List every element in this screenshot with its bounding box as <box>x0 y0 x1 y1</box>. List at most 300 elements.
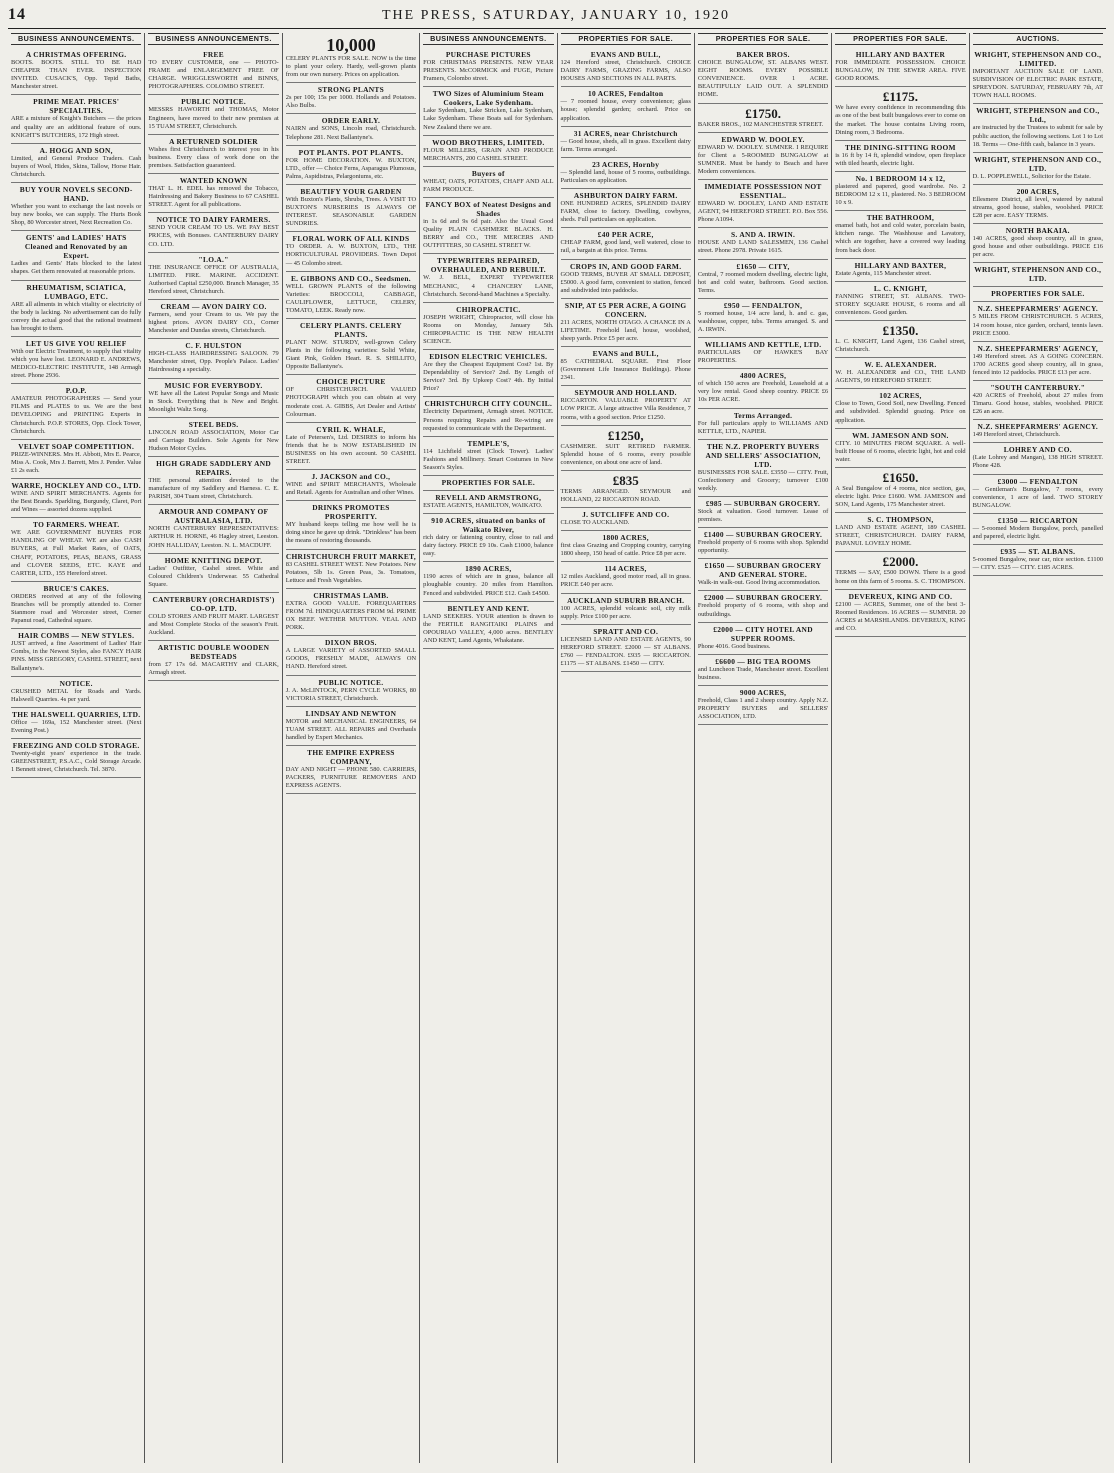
advertisement <box>835 468 965 513</box>
ad-body: Twenty-eight years' experience in the trade. GREENSTREET, P.S.A.C., Cold Storage Arcade. 1 Bennett street, Christchurch. Tel. 3870. <box>11 749 142 774</box>
ad-body: LINCOLN ROAD ASSOCIATION, Motor Car and Carriage Builders. Sole Agents for New Hudson Motor Cycles. <box>148 428 279 452</box>
ad-body: D. L. POPPLEWELL, Solicitor for the Estate. <box>972 172 1091 180</box>
ad-title: SPRATT AND CO. <box>593 626 659 636</box>
ad-title: S. AND A. IRWIN. <box>731 230 796 240</box>
advertisement <box>698 623 828 655</box>
advertisement <box>11 384 141 439</box>
advertisement <box>561 189 691 228</box>
ad-body: — 7 roomed house, every convenience; glass house; splendid garden; orchard. Price on application. <box>560 98 691 122</box>
ad-body: ARE all ailments in which vitality or electricity of the body is lacking. No advertisement can do fully convey the actual good that the rational treatment has brought to them. <box>11 300 142 332</box>
ad-body: TO EVERY CUSTOMER, one — PHOTO-FRAME and ENLARGEMENT FREE OF CHARGE. WRIGGLESWORTH and BINNS, PHOTOGRAPHERS. COLOMBO STREET. <box>148 59 279 91</box>
advertisement <box>423 303 553 350</box>
ad-title: £1175. <box>882 89 918 105</box>
ad-body: 5-roomed Bungalow, near car, nice section. £1100 — CITY. £525 — CITY. £185 ACRES. <box>972 556 1103 572</box>
advertisement <box>561 426 691 471</box>
ad-body: 124 Hereford street, Christchurch. CHOICE DAIRY FARMS, GRAZING FARMS, ALSO HOUSES AND SECTIONS IN ALL PARTS. <box>560 59 691 83</box>
ad-title: WOOD BROTHERS, LIMITED. <box>432 137 545 147</box>
ad-body: LAND SEEKERS. YOUR attention is drawn to the FERTILE RANGITAIKI PLAINS and OPOURIAO VALLEY, 4,000 acres. BENTLEY AND KENT, Land Agents, Whakatane. <box>423 612 554 644</box>
ad-title: WRIGHT, STEPHENSON AND CO., LTD. <box>974 265 1102 284</box>
ad-body: from £7 17s 6d. MACARTHY and CLARK, Armagh street. <box>148 661 279 677</box>
advertisement <box>973 263 1103 287</box>
advertisement <box>11 440 141 479</box>
ad-title: THE HALSWELL QUARRIES, LTD. <box>12 709 141 719</box>
ad-title: RHEUMATISM, SCIATICA, LUMBAGO, ETC. <box>26 282 126 301</box>
ad-body: 149 Hereford street. AS A GOING CONCERN. 1700 ACRES good sheep country, all in grass, fenced into 12 paddocks. PRICE £13 per acre. <box>972 352 1103 376</box>
advertisement <box>286 423 416 470</box>
ad-body: JUST arrived, a fine Assortment of Ladies' Hair Combs, in the Newest Styles, also FANCY HAIR PINS. MISS GREGORY, CASHEL STREET, next Ballantyne's. <box>11 640 142 672</box>
ad-title: DRINKS PROMOTES PROSPERITY. <box>312 503 390 522</box>
ad-title: "SOUTH CANTERBURY." <box>990 382 1086 392</box>
advertisement <box>973 48 1103 104</box>
column-heading: BUSINESS ANNOUNCEMENTS. <box>148 33 278 45</box>
ad-title: £1650. <box>882 469 919 485</box>
ad-body: (Late Lohrey and Mangan), 138 HIGH STREET. Phone 428. <box>972 454 1103 470</box>
ad-title: LOHREY AND CO. <box>1003 445 1072 455</box>
advertisement <box>286 676 416 707</box>
ad-title: BAKER BROS. <box>736 50 790 60</box>
advertisement <box>11 708 141 739</box>
ad-body: Ellesmere District, all level, watered by natural streams, good house, stables, woolshed. PRICE £28 per acre. EASY TERMS. <box>972 195 1103 220</box>
ad-title: £1650 — CITY, <box>736 261 790 271</box>
ad-body: SEND YOUR CREAM TO US. WE PAY BEST PRICES, with Bonuses. CANTERBURY DAIRY CO. LTD. <box>148 224 279 248</box>
ad-title: EDWARD W. DOOLEY. <box>721 134 805 144</box>
ad-body: CRUSHED METAL for Roads and Yards. Halswell Quarries. 4s per yard. <box>11 687 142 703</box>
ad-title: £835 <box>612 472 639 488</box>
ad-title: WRIGHT, STEPHENSON AND CO., LIMITED. <box>974 50 1102 69</box>
advertisement <box>148 505 278 553</box>
advertisement <box>148 457 278 505</box>
ad-title: 114 ACRES, <box>604 564 647 574</box>
paper-title: THE PRESS, SATURDAY, JANUARY 10, 1920 <box>381 8 731 23</box>
ad-body: W. J. BELL, EXPERT TYPEWRITER MECHANIC, 4 CHANCERY LANE, Christchurch. Second-hand Machines a Specialty. <box>423 274 554 298</box>
ad-body: Phone 4016. Good business. <box>697 642 771 650</box>
column-heading: PROPERTIES FOR SALE. <box>561 33 691 45</box>
ad-title: W. E. ALEXANDER. <box>864 360 937 370</box>
advertisement <box>11 582 141 629</box>
advertisement <box>423 350 553 397</box>
ad-body: CHEAP FARM, good land, well watered, close to rail, a bargain at this price. Terms. <box>560 239 691 255</box>
ad-title: £6600 — BIG TEA ROOMS <box>715 656 811 666</box>
ad-title: THE N.Z. PROPERTY BUYERS AND SELLERS' ASSOCIATION, LTD. <box>705 441 821 469</box>
ad-title: A CHRISTMAS OFFERING. <box>25 50 127 60</box>
ad-body: A LARGE VARIETY of ASSORTED SMALL GOODS, FRESHLY MADE, ALWAYS ON HAND. Hereford street. <box>285 647 417 671</box>
ad-body: WE ARE GOVERNMENT BUYERS FOR HANDLING OF WHEAT. WE are also CASH BUYERS, at Full Market Rates, of OATS, CHAFF, POTATOES, PEAS, BEANS, GRASS and CLOVER SEEDS, ETC. KAYE and CARTER, LTD., 155 Hereford street. <box>11 529 142 577</box>
advertisement <box>423 198 553 254</box>
ad-body: FOR IMMEDIATE POSSESSION. CHOICE BUNGALOW, IN THE SEWER AREA. FIVE GOOD ROOMS. <box>835 59 966 83</box>
ad-title: ARTISTIC DOUBLE WOODEN BEDSTEADS <box>157 643 270 662</box>
ad-title: BENTLEY AND KENT. <box>447 603 530 613</box>
ad-title: WARRE, HOCKLEY AND CO., LTD. <box>11 481 141 490</box>
column-8 <box>970 33 1106 1463</box>
ad-body: plastered and papered, good wardrobe. No. 2 BEDROOM 12 x 11, plastered. No. 3 BEDROOM 10 x 9. <box>835 182 966 207</box>
ad-title: EDISON ELECTRIC VEHICLES. <box>429 352 548 362</box>
ad-title: 102 ACRES, <box>879 391 922 401</box>
advertisement <box>973 287 1103 302</box>
advertisement <box>423 48 553 87</box>
ad-body: Walk-in walk-out. Good living accommodation. <box>697 579 821 587</box>
column-4 <box>420 33 557 1463</box>
advertisement <box>561 508 691 531</box>
ad-title: ARMOUR AND COMPANY OF AUSTRALASIA, LTD. <box>158 507 269 526</box>
ad-title: ORDER EARLY. <box>321 116 381 126</box>
ad-title: BUY YOUR NOVELS SECOND-HAND. <box>19 185 133 204</box>
ad-title: SNIP, AT £5 PER ACRE, A GOING CONCERN. <box>564 300 687 319</box>
advertisement <box>423 491 553 514</box>
advertisement <box>423 397 553 436</box>
advertisement <box>835 211 965 258</box>
column-3 <box>283 33 420 1463</box>
ad-body: is 16 ft by 14 ft, splendid window, open fireplace with tiled hearth, electric light. <box>835 151 966 167</box>
ad-body: — Gentleman's Bungalow, 7 rooms, every convenience, 1 acre of land. TWO STOREY BUNGALOW. <box>972 485 1103 509</box>
ad-body: MOTOR and MECHANICAL ENGINEERS, 64 TUAM STREET. ALL REPAIRS and Overhauls handled by Expert Mechanics. <box>285 717 417 741</box>
ad-title: SEYMOUR AND HOLLAND. <box>574 388 677 398</box>
advertisement <box>286 375 416 422</box>
ad-title: £950 — FENDALTON, <box>723 300 803 310</box>
ad-title: N.Z. SHEEPFARMERS' AGENCY, <box>977 343 1099 353</box>
advertisement <box>148 253 278 300</box>
ad-title: CHRISTMAS LAMB. <box>313 590 389 600</box>
advertisement <box>698 338 828 369</box>
advertisement <box>973 475 1103 514</box>
masthead <box>8 6 1106 29</box>
ad-title: P.O.P. <box>65 386 87 396</box>
ad-title: 10,000 <box>326 35 376 55</box>
ad-title: £1750. <box>745 105 781 121</box>
advertisement <box>835 259 965 282</box>
ad-body: WELL GROWN PLANTS of the following Varieties: BROCCOLI, CABBAGE, CAULIFLOWER, LETTUCE, CELERY, TOMATO, LEEK. Ready now. <box>285 282 417 314</box>
advertisement <box>286 114 416 145</box>
ad-body: ONE HUNDRED ACRES, SPLENDID DAIRY FARM, close to factory. Dwelling, cowbyres, sheds. Full particulars on application. <box>560 200 691 224</box>
ad-title: A. HOGG AND SON, <box>39 145 113 155</box>
ad-body: Farmers, send your Cream to us. We pay the highest prices. AVON DAIRY CO., Corner Manchester and Dundas streets, Christchurch. <box>148 310 279 335</box>
advertisement <box>148 213 278 252</box>
ad-body: and Luncheon Trade, Manchester street. Excellent business. <box>697 665 829 681</box>
ad-title: HIGH GRADE SADDLERY AND REPAIRS. <box>156 459 272 478</box>
advertisement <box>11 95 141 143</box>
ad-body: IMPORTANT AUCTION SALE OF LAND. SUBDIVISION OF ELECTRIC PARK ESTATE, SPREYDON. SATURDAY, FEBRUARY 7th, AT TOWN HALL ROOMS. <box>972 68 1103 100</box>
ad-body: LAND AND ESTATE AGENT, 189 CASHEL STREET, CHRISTCHURCH. DAIRY FARM, PAPANUI. LOVELY HOME. <box>835 524 966 548</box>
ad-title: EVANS and BULL, <box>592 349 659 359</box>
ad-body: 211 ACRES, NORTH OTAGO. A CHANCE IN A LIFETIME. Freehold land, house, woolshed, sheep yards. Price £5 per acre. <box>560 318 691 342</box>
column-heading: BUSINESS ANNOUNCEMENTS. <box>423 33 553 45</box>
ad-body: Lake Sydenham, Lake Stricken, Lake Sydenham, Lake Sydenham. These Boats sail for Sydenham. New Zealand there we are. <box>423 107 554 131</box>
advertisement <box>698 260 828 299</box>
ad-title: STEEL BEDS. <box>188 419 239 429</box>
advertisement <box>286 146 416 185</box>
ad-body: FANNING STREET, ST. ALBANS. TWO-STOREY SQUARE HOUSE, 6 rooms and all conveniences. Good garden. <box>835 292 966 316</box>
ad-body: FLOUR MILLERS, GRAIN AND PRODUCE MERCHANTS, 200 CASHEL STREET. <box>423 146 554 162</box>
column-2 <box>145 33 282 1463</box>
ad-body: Central, 7 roomed modern dwelling, electric light, hot and cold water, bathroom. Good section. Terms. <box>697 270 829 294</box>
ad-title: 1800 ACRES, <box>602 533 649 543</box>
ad-title: WILLIAMS AND KETTLE, LTD. <box>704 340 822 350</box>
ad-title: £985 — SUBURBAN GROCERY. <box>705 499 821 508</box>
column-heading: PROPERTIES FOR SALE. <box>698 33 828 45</box>
advertisement <box>286 589 416 636</box>
advertisement <box>148 641 278 681</box>
ad-body: 140 ACRES, good sheep country, all in grass, good house and other outbuildings. PRICE £16 per acre. <box>972 235 1103 259</box>
ad-title: 31 ACRES, near Christchurch <box>573 128 678 138</box>
advertisement <box>11 337 141 384</box>
advertisement <box>698 48 828 103</box>
ad-body: DAY AND NIGHT — PHONE 580. CARRIERS, PACKERS, FURNITURE REMOVERS AND EXPRESS AGENTS. <box>285 765 417 790</box>
advertisement <box>148 135 278 174</box>
ad-title: 910 ACRES, situated on banks of Waikato River, <box>431 516 546 535</box>
ad-title: L. C. KNIGHT, <box>873 283 928 293</box>
advertisement <box>561 386 691 425</box>
ad-body: rich dairy or fattening country, close to rail and dairy factory. PRICE £9 10s. Cash £1000, balance easy. <box>423 534 554 558</box>
ad-title: CELERY PLANTS. CELERY PLANTS. <box>300 320 402 339</box>
advertisement <box>148 174 278 213</box>
advertisement <box>698 228 828 259</box>
ad-title: WRIGHT, STEPHENSON and CO., Ltd., <box>976 106 1100 125</box>
page-number: 14 <box>8 6 26 23</box>
advertisement <box>286 185 416 232</box>
ad-body: BUSINESSES FOR SALE. £3550 — CITY. Fruit, Confectionery and Grocery; turnover £100 weekly. <box>697 468 829 492</box>
advertisement <box>11 479 141 518</box>
ad-body: BAKER BROS., 102 MANCHESTER STREET. <box>697 120 824 128</box>
ad-title: £1350. <box>882 322 919 338</box>
advertisement <box>423 87 553 135</box>
advertisement <box>561 127 691 158</box>
ad-title: E. GIBBONS AND CO., Seedsmen. <box>290 273 411 283</box>
ad-title: AUCKLAND SUBURB BRANCH. <box>567 595 685 605</box>
ad-title: VELVET SOAP COMPETITION. <box>18 441 135 451</box>
advertisement <box>835 590 965 637</box>
advertisement <box>835 389 965 428</box>
advertisement <box>698 299 828 338</box>
ad-body: THAT L. H. EDEL has removed the Tobacco, Hairdressing and Bakery Business to 67 CASHEL STREET. Agent for all publications. <box>148 185 279 209</box>
ad-body: Late of Petersen's, Ltd. DESIRES to inform his friends that he is NOW ESTABLISHED IN BUSINESS on his own account. 50 CASHEL STREET. <box>285 433 417 465</box>
ad-body: COLD STORES AND FRUIT MART. LARGEST and Most Complete Stocks of the season's Fruit. Auckland. <box>148 612 279 637</box>
advertisement <box>286 470 416 501</box>
ad-title: FLORAL WORK OF ALL KINDS <box>292 234 410 244</box>
ad-body: Freehold property of 6 rooms with shop. Splendid opportunity. <box>697 539 829 555</box>
ad-title: £2000 — CITY HOTEL AND SUPPER ROOMS. <box>713 624 813 643</box>
advertisement <box>973 185 1103 224</box>
ad-title: WM. JAMESON AND SON. <box>852 430 949 440</box>
ad-body: Limited, and General Produce Traders. Cash buyers of Wool, Hides, Skins, Tallow, Horse Hair. Christchurch. <box>11 154 142 178</box>
ad-title: TO FARMERS. WHEAT. <box>32 520 120 530</box>
ad-body: 2s per 100; 15s per 1000. Hollands and Potatoes. Also Bulbs. <box>285 94 417 110</box>
ad-title: FANCY BOX of Neatest Designs and Shades <box>425 200 552 219</box>
ad-title: N.Z. SHEEPFARMERS' AGENCY. <box>977 422 1099 432</box>
ad-title: £2000. <box>882 554 919 570</box>
ad-body: — Good house, sheds, all in grass. Excellent dairy farm. Terms arranged. <box>560 137 691 153</box>
ad-title: Buyers of <box>471 168 505 178</box>
ad-body: TO ORDER. A. W. BUXTON, LTD., THE HORTICULTURAL PROVIDERS. Town Depot — 45 Colombo street. <box>285 243 417 267</box>
ad-body: WINE AND SPIRIT MERCHANTS. Agents for the Best Brands. Sparkling, Burgundy, Claret, Port and Wines — assorted dozens supplied. <box>11 490 142 514</box>
advertisement <box>561 87 691 126</box>
ad-title: BEAUTIFY YOUR GARDEN <box>300 186 402 196</box>
ad-body: LICENSED LAND AND ESTATE AGENTS, 90 HEREFORD STREET. £2000 — ST ALBANS. £760 — FENDALTON. £935 — RICCARTON. £1175 — ST ALBANS. £1450 — CITY. <box>560 635 691 668</box>
ad-body: EDWARD W. DOOLEY. SUMNER. I REQUIRE for Client a 5-ROOMED BUNGALOW at SUMNER. Must be handy to Beach and have Modern conveniences. <box>697 143 829 175</box>
ad-title: £1650 — SUBURBAN GROCERY AND GENERAL STORE. <box>704 561 822 580</box>
advertisement <box>423 254 553 302</box>
ad-title: CREAM — AVON DAIRY CO. <box>160 301 267 311</box>
advertisement <box>148 300 278 339</box>
advertisement <box>423 167 553 198</box>
ad-title: 23 ACRES, Hornby <box>592 159 660 169</box>
ad-title: LET US GIVE YOU RELIEF <box>25 338 127 348</box>
ad-title: C. F. HULSTON <box>185 341 242 351</box>
ad-body: We have every confidence in recommending this as one of the best built bungalows ever to come on the market. The house contains Living room, Dining room, 3 Bedrooms. <box>835 104 966 136</box>
advertisement <box>286 501 416 549</box>
advertisement <box>423 437 553 476</box>
advertisement <box>698 440 828 497</box>
ad-title: PRIME MEAT. PRICES' SPECIALTIES. <box>33 97 120 116</box>
advertisement <box>561 48 691 87</box>
ad-title: "I.O.A." <box>198 254 229 264</box>
advertisement <box>286 319 416 375</box>
ad-body: THE INSURANCE OFFICE OF AUSTRALIA, LIMITED. FIRE. MARINE. ACCIDENT. Authorised Capital £250,000. Branch Manager, 35 Hereford street, Christchurch. <box>148 263 279 295</box>
advertisement <box>561 562 691 593</box>
advertisement <box>286 272 416 319</box>
ad-body: Ladies' Outfitter, Cashel street. White and Coloured Children's Underwear. 55 Cathedral Square. <box>148 564 279 588</box>
advertisement <box>11 183 141 231</box>
ad-body: WHEAT, OATS, POTATOES, CHAFF AND ALL FARM PRODUCE. <box>423 177 554 193</box>
advertisement <box>698 591 828 622</box>
ad-title: CHRISTCHURCH CITY COUNCIL. <box>424 399 553 409</box>
ad-body: 1190 acres of which are in grass, balance all ploughable country. 20 miles from Hamilton. Fenced and subdivided. PRICE £12. Cash £4500. <box>423 573 554 597</box>
ad-body: JOSEPH WRIGHT, Chiropractor, will close his Rooms on Monday, January 5th. CHIROPRACTIC IS THE NEW HEALTH SCIENCE. <box>423 313 554 345</box>
ad-body: EXTRA GOOD VALUE. FOREQUARTERS FROM 7d. HINDQUARTERS FROM 9d. PRIME OX BEEF. WETHER MUTTON. VEAL AND PORK. <box>285 599 417 632</box>
advertisement <box>973 381 1103 420</box>
advertisement <box>698 409 828 440</box>
column-heading: AUCTIONS. <box>973 33 1103 45</box>
advertisement <box>698 559 828 591</box>
ad-body: PARTICULARS OF HAWKE'S BAY PROPERTIES. <box>697 349 829 365</box>
advertisement <box>835 141 965 172</box>
ad-title: £2000 — SUBURBAN GROCERY. <box>703 593 823 603</box>
ad-body: Are they the Cheapest Equipment Cost? 1st. By Dependability of Service? 2nd. By Length of Service? 3rd. By Upkeep Cost? 4th. By Initial Price? <box>423 361 554 393</box>
advertisement <box>561 347 691 386</box>
ad-body: FOR HOME DECORATION. W. BUXTON, LTD., offer — Choice Ferns, Asparagus Plumosus, Palms, Aspidistras, Pelargoniums, etc. <box>285 156 417 180</box>
ad-title: CROPS IN, AND GOOD FARM. <box>570 261 682 271</box>
ad-body: THE personal attention devoted to the manufacture of my Saddlery and Harness. C. E. PARISH, 304 Tuam street, Christchurch. <box>148 477 279 501</box>
ad-title: 9000 ACRES, <box>739 687 787 697</box>
advertisement <box>423 476 553 491</box>
ad-title: 10 ACRES, Fendalton <box>588 89 664 99</box>
ad-body: 114 Lichfield street (Clock Tower). Ladies' Fashions and Millinery. Smart Costumes in New Season's Styles. <box>423 447 554 471</box>
advertisement <box>973 153 1103 185</box>
advertisement <box>561 625 691 672</box>
advertisement <box>11 144 141 183</box>
advertisement <box>286 232 416 271</box>
column-6 <box>695 33 832 1463</box>
ad-body: CITY. 10 MINUTES FROM SQUARE. A well-built House of 6 rooms, electric light, hot and cold water. <box>835 439 966 463</box>
ad-body: enamel bath, hot and cold water, porcelain basin, kitchen range. The Washhouse and Lavatory, which are together, have a covered way leading from back door. <box>835 222 966 254</box>
ad-title: ASHBURTON DAIRY FARM. <box>573 191 678 201</box>
ad-body: HOUSE AND LAND SALESMEN, 136 Cashel street. Phone 2978. Private 1615. <box>697 239 829 255</box>
column-heading: PROPERTIES FOR SALE. <box>835 33 965 45</box>
ad-title: 4800 ACRES, <box>739 371 787 381</box>
ad-body: GOOD TERMS, BUYER AT SMALL DEPOSIT, £5000. A good farm, convenient to station, fenced and subdivided into paddocks. <box>560 270 691 294</box>
ad-title: CHOICE PICTURE <box>316 377 386 387</box>
ad-body: — 5-roomed Modern Bungalow, porch, panelled and papered, electric light. <box>972 524 1103 540</box>
column-heading: BUSINESS ANNOUNCEMENTS. <box>11 33 141 45</box>
advertisement <box>286 33 416 83</box>
advertisement <box>11 677 141 708</box>
ad-title: DIXON BROS. <box>325 638 377 648</box>
advertisement <box>561 299 691 347</box>
ad-body: £2100 — ACRES, Summer, one of the best 3-Roomed Residences. 16 ACRES — SUMNER. 20 ACRES at MARSHLANDS. DEVEREUX, KING and CO. <box>835 600 966 632</box>
advertisement <box>286 636 416 675</box>
advertisement <box>148 593 278 641</box>
ad-body: HIGH-CLASS HAIRDRESSING SALOON. 79 Manchester street, Opp. People's Palace. Ladies' Hairdressing a specialty. <box>148 350 279 374</box>
ad-title: £40 PER ACRE, <box>597 230 654 240</box>
ad-body: 100 ACRES, splendid volcanic soil, city milk supply. Price £100 per acre. <box>560 604 691 620</box>
advertisement <box>11 739 141 778</box>
ad-title: PUBLIC NOTICE. <box>181 97 247 107</box>
ad-title: THE BATHROOM, <box>866 213 935 223</box>
advertisement <box>835 358 965 389</box>
ad-body: J. A. McLINTOCK, PERN CYCLE WORKS, 80 VICTORIA STREET, Christchurch. <box>285 686 417 702</box>
ad-title: DEVEREUX, KING AND CO. <box>848 591 953 601</box>
ad-title: STRONG PLANTS <box>317 85 384 95</box>
ad-title: Terms Arranged. <box>733 410 793 420</box>
advertisement <box>286 707 416 746</box>
ad-title: £3000 — FENDALTON <box>997 476 1078 486</box>
advertisement <box>973 514 1103 545</box>
ad-title: NOTICE. <box>59 678 93 688</box>
advertisement <box>423 136 553 167</box>
advertisement <box>973 342 1103 381</box>
ad-body: CHOICE BUNGALOW, ST. ALBANS WEST. EIGHT ROOMS. EVERY POSSIBLE CONVENIENCE. OVER 1 ACRE. BEAUTIFULLY LAID OUT. A SPLENDID HOME. <box>697 59 829 99</box>
advertisement <box>698 180 828 228</box>
advertisement <box>973 420 1103 443</box>
ad-body: Freehold property of 6 rooms, with shop and outbuildings. <box>697 602 829 618</box>
ad-title: HOME KNITTING DEPOT. <box>164 555 263 565</box>
ad-title: THE EMPIRE EXPRESS COMPANY, <box>307 747 395 766</box>
advertisement <box>148 418 278 457</box>
ad-title: IMMEDIATE POSSESSION NOT ESSENTIAL. <box>704 182 822 201</box>
advertisement <box>11 48 141 95</box>
column-1 <box>8 33 145 1463</box>
ad-title: CHRISTCHURCH FRUIT MARKET, <box>285 551 416 561</box>
ad-title: £1400 — SUBURBAN GROCERY. <box>703 530 823 540</box>
ad-body: Estate Agents, 115 Manchester street. <box>835 269 932 277</box>
advertisement <box>148 95 278 134</box>
advertisement <box>561 471 691 508</box>
ad-title: PUBLIC NOTICE. <box>318 677 384 687</box>
ad-body: Wishes first Christchurch to interest you in his business. Every class of work done on the premises. Satisfaction guaranteed. <box>148 145 279 169</box>
ad-title: £1350 — RICCARTON <box>997 515 1078 525</box>
advertisement <box>423 602 553 649</box>
ad-body: first class Grazing and Cropping country, carrying 1800 sheep, 150 head of cattle. Price £8 per acre. <box>560 542 691 558</box>
advertisement <box>11 281 141 337</box>
advertisement <box>973 104 1103 152</box>
ad-title: CYRIL K. WHALE, <box>316 424 386 434</box>
advertisement <box>561 260 691 299</box>
advertisement <box>835 513 965 552</box>
ad-body: A Seal Bungalow of 4 rooms, nice section, gas, electric light. Price £1600. WM. JAMESON and SON, Land Agents, 175 Manchester street. <box>835 484 966 509</box>
ad-title: TYPEWRITERS REPAIRED, OVERHAULED, AND REBUILT. <box>430 256 546 275</box>
ad-title: THE DINING-SITTING ROOM <box>845 142 956 152</box>
ad-title: HAIR COMBS — NEW STYLES. <box>18 631 135 641</box>
ad-body: 85 CATHEDRAL SQUARE. First Floor (Government Life Insurance Buildings). Phone 2341. <box>560 358 691 382</box>
ad-body: CASHMERE. SUIT RETIRED FARMER. Splendid house of 6 rooms, every possible convenience, on about one acre of land. <box>560 442 691 466</box>
ad-body: OF CHRISTCHURCH. VALUED PHOTOGRAPH which you can obtain at very moderate cost. A. GIBBS, Art Dealer and Artists' Colourman. <box>285 386 417 418</box>
ad-body: WE have all the Latest Popular Songs and Music in Stock. Everything that is New and Bright. Moonlight Waltz Song. <box>148 389 279 413</box>
ad-body: in 1s 6d and 9s 6d pair. Also the Usual Good Quality PLAIN CASHMERE BLACKS. H. BERRY and CO., THE MERCERS AND OUTFITTERS, 30 CASHEL STREET W. <box>423 218 554 250</box>
ad-body: 149 Hereford street, Christchurch. <box>972 431 1061 439</box>
ad-body: TERMS ARRANGED. SEYMOUR and HOLLAND, 22 RICCARTON ROAD. <box>560 487 691 503</box>
ad-body: AMATEUR PHOTOGRAPHERS — Send your FILMS and PLATES to us. We are the best DEVELOPING and PRINTING Experts in Christchurch. P.O.P. STORES, Opp. Clock Tower, Christchurch. <box>11 395 142 435</box>
ad-title: FREEZING AND COLD STORAGE. <box>12 740 140 750</box>
ad-title: CHIROPRACTIC. <box>456 304 521 314</box>
ad-body: L. C. KNIGHT, Land Agent, 136 Cashel street, Christchurch. <box>835 337 966 354</box>
